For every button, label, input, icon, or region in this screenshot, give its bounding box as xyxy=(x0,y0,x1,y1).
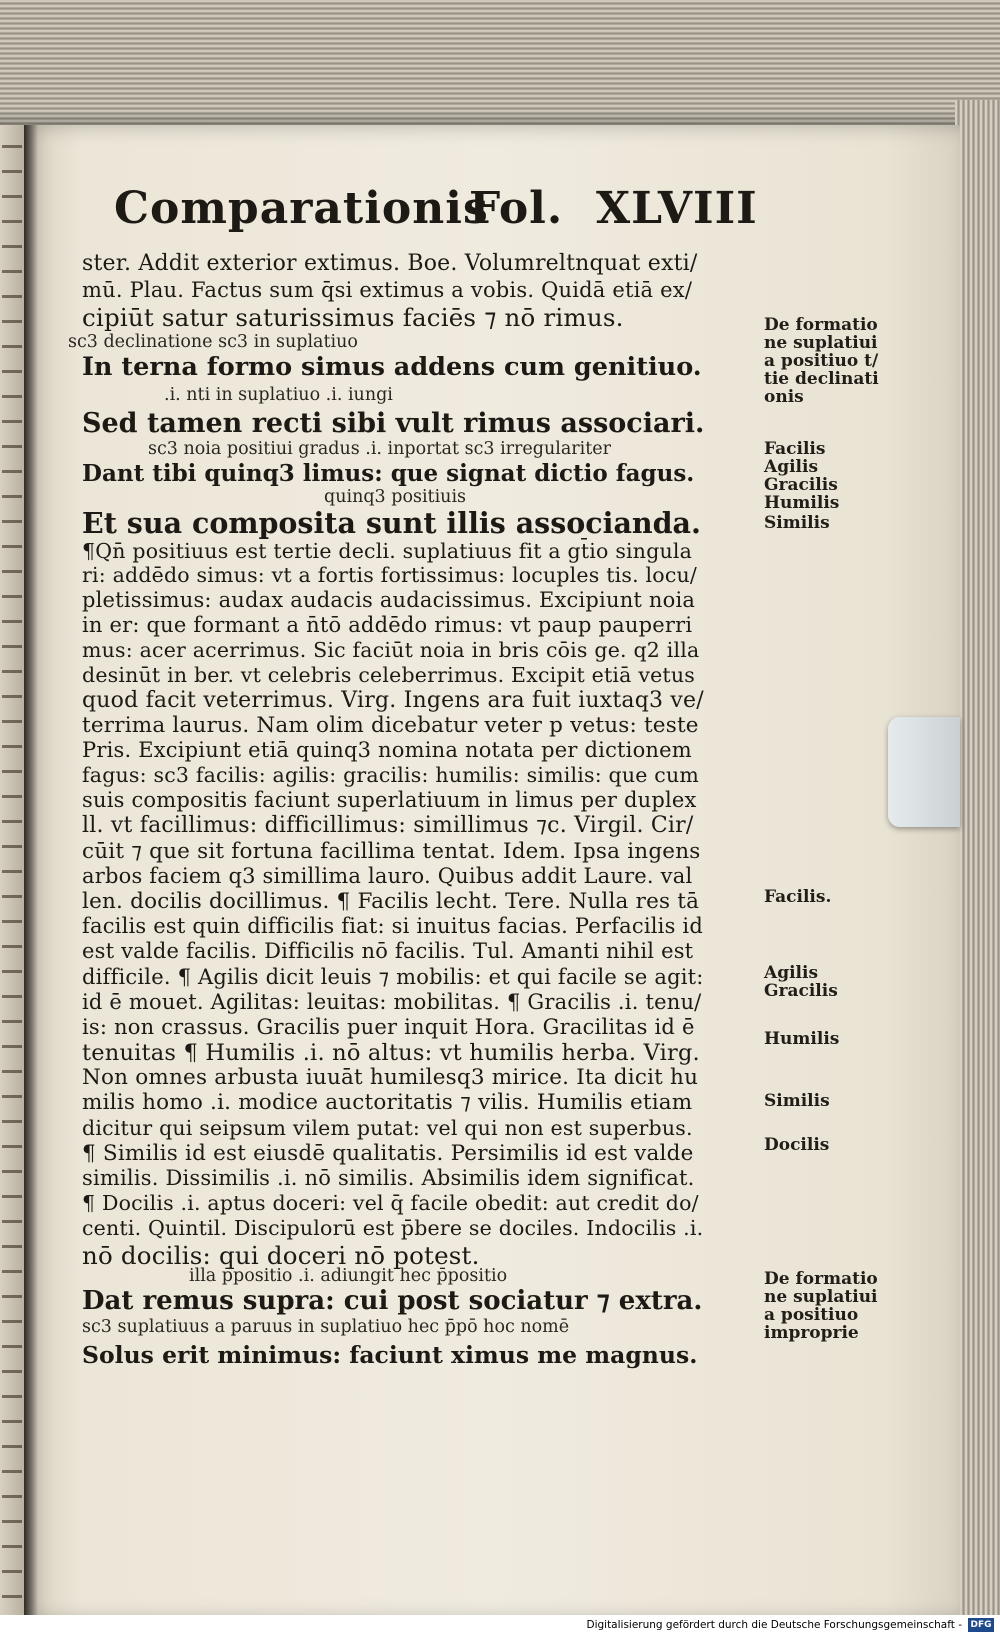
commentary-line: difficile. ¶ Agilis dicit leuis ⁊ mobilis: et qui facile se agit: xyxy=(82,965,704,989)
margin-note: De formatio xyxy=(764,1269,878,1289)
facing-page-text-mark xyxy=(2,295,22,298)
facing-page-text-mark xyxy=(2,1520,22,1523)
commentary-line: tenuitas ¶ Humilis .i. nō altus: vt humilis herba. Virg. xyxy=(82,1040,700,1066)
verse-line: Dat remus supra: cui post sociatur ⁊ extra. xyxy=(82,1286,703,1316)
margin-note: ne suplatiui xyxy=(764,1287,878,1307)
facing-page-text-mark xyxy=(2,1445,22,1448)
commentary-line: terrima laurus. Nam olim dicebatur veter p vetus: teste xyxy=(82,713,699,738)
commentary-line: est valde facilis. Difficilis nō facilis. Tul. Amanti nihil est xyxy=(82,939,694,963)
commentary-line: cipiūt satur saturissimus faciēs ⁊ nō rimus. xyxy=(82,303,624,332)
facing-page-text-mark xyxy=(2,545,22,548)
facing-page-text-mark xyxy=(2,420,22,423)
facing-page-text-mark xyxy=(2,1245,22,1248)
facing-page-text-mark xyxy=(2,1545,22,1548)
facing-page-text-mark xyxy=(2,870,22,873)
commentary-line: nō docilis: qui doceri nō potest. xyxy=(82,1241,480,1270)
margin-note: Gracilis xyxy=(764,475,838,495)
book-page xyxy=(24,125,960,1620)
facing-page-text-mark xyxy=(2,1095,22,1098)
margin-note: Gracilis xyxy=(764,981,838,1001)
facing-page-text-mark xyxy=(2,995,22,998)
interlinear-gloss: sc3 declinatione sc3 in suplatiuo xyxy=(68,332,358,352)
facing-page-text-mark xyxy=(2,195,22,198)
margin-note: De formatio xyxy=(764,315,878,335)
facing-page-text-mark xyxy=(2,220,22,223)
facing-page-text-mark xyxy=(2,245,22,248)
facing-page-text-mark xyxy=(2,945,22,948)
commentary-line: fagus: sc3 facilis: agilis: gracilis: humilis: similis: que cum xyxy=(82,763,700,787)
facing-page-text-mark xyxy=(2,720,22,723)
interlinear-gloss: sc3 noia positiui gradus .i. inportat sc3 irregulariter xyxy=(148,439,611,459)
facing-page-text-mark xyxy=(2,345,22,348)
facing-page-text-mark xyxy=(2,970,22,973)
facing-page-text-mark xyxy=(2,470,22,473)
page-marker-tab xyxy=(888,717,960,827)
margin-note: Docilis xyxy=(764,1135,830,1155)
facing-page-text-mark xyxy=(2,1595,22,1598)
commentary-line: len. docilis docillimus. ¶ Facilis lecht. Tere. Nulla res tā xyxy=(82,889,700,914)
facing-page-text-mark xyxy=(2,270,22,273)
facing-page-text-mark xyxy=(2,845,22,848)
facing-page-sliver xyxy=(0,125,24,1615)
running-title: Comparationis xyxy=(114,183,489,234)
margin-note: Facilis. xyxy=(764,887,832,907)
margin-note: onis xyxy=(764,387,804,407)
facing-page-text-mark xyxy=(2,770,22,773)
commentary-line: Pris. Excipiunt etiā quinq3 nomina notata per dictionem xyxy=(82,738,692,762)
facing-page-text-mark xyxy=(2,1270,22,1273)
facing-page-text-mark xyxy=(2,1570,22,1573)
facing-page-text-mark xyxy=(2,520,22,523)
verse-line: Sed tamen recti sibi vult rimus associari. xyxy=(82,408,705,439)
facing-page-text-mark xyxy=(2,1220,22,1223)
margin-note: Similis xyxy=(764,513,830,533)
commentary-line: milis homo .i. modice auctoritatis ⁊ vilis. Humilis etiam xyxy=(82,1090,693,1115)
facing-page-text-mark xyxy=(2,1070,22,1073)
commentary-line: ster. Addit exterior extimus. Boe. Volumreltnquat exti/ xyxy=(82,251,698,276)
margin-note: Humilis xyxy=(764,1029,840,1049)
margin-note: Facilis xyxy=(764,439,826,459)
facing-page-text-mark xyxy=(2,920,22,923)
facing-page-text-mark xyxy=(2,820,22,823)
facing-page-text-mark xyxy=(2,1295,22,1298)
facing-page-text-mark xyxy=(2,1395,22,1398)
facing-page-text-mark xyxy=(2,1470,22,1473)
margin-note: ne suplatiui xyxy=(764,333,878,353)
commentary-line: quod facit veterrimus. Virg. Ingens ara fuit iuxtaq3 ve/ xyxy=(82,688,704,713)
commentary-line: mū. Plau. Factus sum q̄si extimus a vobis. Quidā etiā ex/ xyxy=(82,278,693,302)
commentary-line: arbos faciem q3 simillima lauro. Quibus addit Laure. val xyxy=(82,864,693,888)
facing-page-text-mark xyxy=(2,895,22,898)
commentary-line: id ē mouet. Agilitas: leuitas: mobilitas. ¶ Gracilis .i. tenu/ xyxy=(82,990,702,1014)
facing-page-text-mark xyxy=(2,570,22,573)
commentary-line: mus: acer acerrimus. Sic faciūt noia in bris cōis ge. q2 illa xyxy=(82,638,700,662)
folio-label: Fol. xyxy=(469,183,564,234)
facing-page-text-mark xyxy=(2,370,22,373)
commentary-line: similis. Dissimilis .i. nō similis. Absimilis idem significat. xyxy=(82,1166,695,1190)
facing-page-text-mark xyxy=(2,1120,22,1123)
margin-note: Similis xyxy=(764,1091,830,1111)
commentary-line: ¶ Docilis .i. aptus doceri: vel q̄ facile obedit: aut credit do/ xyxy=(82,1191,699,1215)
facing-page-text-mark xyxy=(2,695,22,698)
commentary-line: ¶Qn̄ positiuus est tertie decli. suplatiuus fit a gt̄io singula xyxy=(82,539,693,563)
facing-page-text-mark xyxy=(2,745,22,748)
facing-page-text-mark xyxy=(2,1345,22,1348)
facing-page-text-mark xyxy=(2,170,22,173)
margin-note: tie declinati xyxy=(764,369,879,389)
facing-page-text-mark xyxy=(2,145,22,148)
facing-page-text-mark xyxy=(2,1420,22,1423)
facing-page-text-mark xyxy=(2,395,22,398)
margin-note: a positiuo xyxy=(764,1305,859,1325)
facing-page-text-mark xyxy=(2,1495,22,1498)
page-gutter xyxy=(24,125,38,1620)
facing-page-text-mark xyxy=(2,1320,22,1323)
folio-number: XLVIII xyxy=(596,183,758,234)
commentary-line: desinūt in ber. vt celebris celeberrimus. Excipit etiā vetus xyxy=(82,663,695,687)
verse-line: Dant tibi quinq3 limus: que signat dictio fagus. xyxy=(82,460,695,487)
facing-page-text-mark xyxy=(2,1370,22,1373)
commentary-line: ri: addēdo simus: vt a fortis fortissimus: locuples tis. locu/ xyxy=(82,563,698,587)
facing-page-text-mark xyxy=(2,645,22,648)
facing-page-text-mark xyxy=(2,445,22,448)
facing-page-text-mark xyxy=(2,595,22,598)
interlinear-gloss: quinq3 positiuis xyxy=(324,487,467,507)
facing-page-text-mark xyxy=(2,1045,22,1048)
commentary-line: dicitur qui seipsum vilem putat: vel qui non est superbus. xyxy=(82,1116,693,1140)
commentary-line: ll. vt facillimus: difficillimus: simillimus ⁊c. Virgil. Cir/ xyxy=(82,813,694,838)
margin-note: Agilis xyxy=(764,457,819,477)
facing-page-text-mark xyxy=(2,620,22,623)
facing-page-text-mark xyxy=(2,670,22,673)
digitization-credit: Digitalisierung gefördert durch die Deutsche Forschungsgemeinschaft - xyxy=(586,1619,962,1631)
commentary-line: suis compositis faciunt superlatiuum in limus per duplex xyxy=(82,788,697,812)
facing-page-text-mark xyxy=(2,1195,22,1198)
facing-page-text-mark xyxy=(2,1145,22,1148)
facing-page-text-mark xyxy=(2,320,22,323)
facing-page-text-mark xyxy=(2,495,22,498)
margin-note: Humilis xyxy=(764,493,840,513)
interlinear-gloss: illa p̄positio .i. adiungit hec p̄positio xyxy=(189,1266,508,1286)
verse-line: Solus erit minimus: faciunt ximus me magnus. xyxy=(82,1341,698,1369)
page-edges-right xyxy=(955,100,1000,1637)
interlinear-gloss: sc3 suplatiuus a paruus in suplatiuo hec p̄pō hoc nomē xyxy=(82,1317,570,1337)
commentary-line: Non omnes arbusta iuuāt humilesq3 mirice. Ita dicit hu xyxy=(82,1065,699,1090)
facing-page-text-mark xyxy=(2,1020,22,1023)
facing-page-text-mark xyxy=(2,1170,22,1173)
commentary-line: pletissimus: audax audacis audacissimus. Excipiunt noia xyxy=(82,588,696,612)
commentary-line: is: non crassus. Gracilis puer inquit Hora. Gracilitas id ē xyxy=(82,1015,695,1039)
commentary-line: cūit ⁊ que sit fortuna facillima tentat. Idem. Ipsa ingens xyxy=(82,839,701,864)
commentary-line: facilis est quin difficilis fiat: si inuitus facias. Perfacilis id xyxy=(82,914,703,938)
interlinear-gloss: .i. nti in suplatiuo .i. iungi xyxy=(164,385,393,405)
verse-line: In terna formo simus addens cum genitiuo. xyxy=(82,352,702,382)
commentary-line: centi. Quintil. Discipulorū est p̄bere se dociles. Indocilis .i. xyxy=(82,1216,704,1240)
dfg-logo: DFG xyxy=(968,1618,994,1632)
margin-note: a positiuo t/ xyxy=(764,351,879,371)
margin-note: Agilis xyxy=(764,963,819,983)
margin-note: improprie xyxy=(764,1323,859,1343)
commentary-line: ¶ Similis id est eiusdē qualitatis. Persimilis id est valde xyxy=(82,1141,694,1166)
facing-page-text-mark xyxy=(2,795,22,798)
commentary-line: in er: que formant a n̄tō addēdo rimus: vt paup pauperri xyxy=(82,613,693,637)
verse-line: Et sua composita sunt illis associanda. xyxy=(82,506,701,540)
